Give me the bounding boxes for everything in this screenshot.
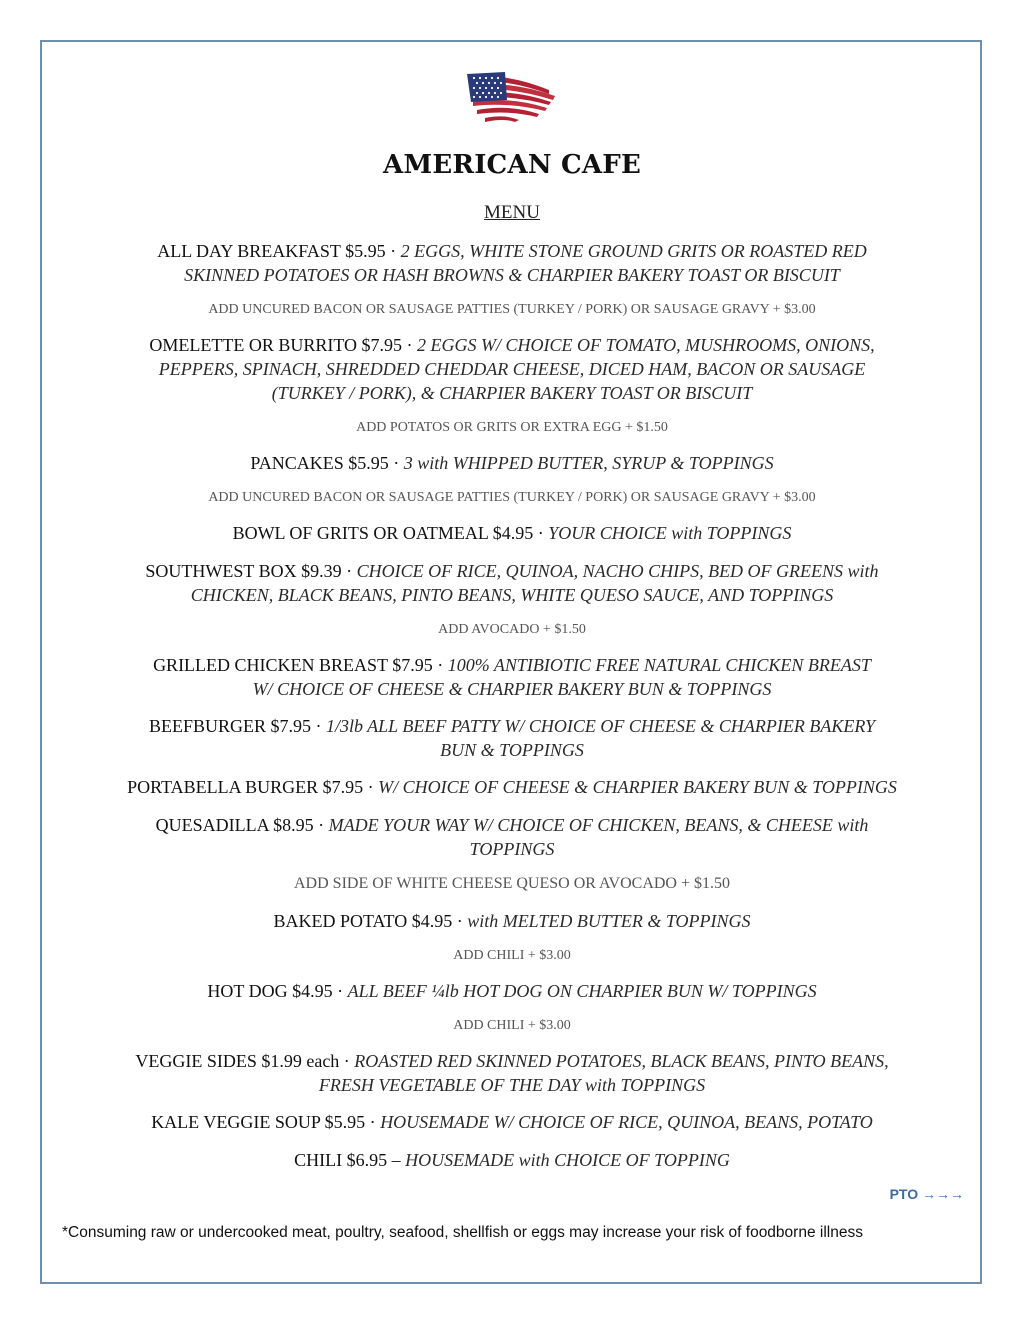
menu-item-southwest-box [50, 559, 974, 583]
item-description-cont: FRESH VEGETABLE OF THE DAY with TOPPINGS [318, 1075, 706, 1095]
item-name-price: CHILI $6.95 – [294, 1150, 406, 1170]
item-description: W/ CHOICE OF CHEESE & CHARPIER BAKERY BUN & TOPPINGS [378, 777, 897, 797]
item-name-price: BOWL OF GRITS OR OATMEAL $4.95 · [232, 523, 549, 543]
item-description-cont: SKINNED POTATOES OR HASH BROWNS & CHARPIER BAKERY TOAST OR BISCUIT [184, 265, 840, 285]
menu-item-all-day-breakfast [50, 239, 974, 263]
item-name-price: QUESADILLA $8.95 · [155, 815, 329, 835]
american-flag-icon [465, 70, 557, 126]
item-description-cont: (TURKEY / PORK), & CHARPIER BAKERY TOAST OR BISCUIT [271, 383, 753, 403]
item-name-price: KALE VEGGIE SOUP $5.95 · [151, 1112, 381, 1132]
menu-item-hot-dog [50, 979, 974, 1003]
item-description: CHOICE OF RICE, QUINOA, NACHO CHIPS, BED OF GREENS with [356, 561, 879, 581]
item-name-price: VEGGIE SIDES $1.99 each · [135, 1051, 355, 1071]
item-name-price: BEEFBURGER $7.95 · [148, 716, 326, 736]
item-description: ROASTED RED SKINNED POTATOES, BLACK BEANS, PINTO BEANS, [354, 1051, 889, 1071]
item-name-price: HOT DOG $4.95 · [207, 981, 348, 1001]
addon-omelette: ADD POTATOS OR GRITS OR EXTRA EGG + $1.50 [356, 420, 668, 435]
menu-item-quesadilla [50, 813, 974, 837]
menu-item-pancakes [50, 451, 974, 475]
addon-pancakes: ADD UNCURED BACON OR SAUSAGE PATTIES (TURKEY / PORK) OR SAUSAGE GRAVY + $3.00 [208, 490, 816, 505]
item-description: 100% ANTIBIOTIC FREE NATURAL CHICKEN BREAST [447, 655, 871, 675]
please-turn-over-label: PTO →→→ [889, 1186, 964, 1202]
item-description: MADE YOUR WAY W/ CHOICE OF CHICKEN, BEANS, & CHEESE with [328, 815, 869, 835]
item-name-price: SOUTHWEST BOX $9.39 · [145, 561, 357, 581]
menu-item-beefburger [50, 714, 974, 738]
menu-item-veggie-sides [50, 1049, 974, 1073]
menu-item-omelette-burrito [50, 333, 974, 357]
item-description: ALL BEEF ¼lb HOT DOG ON CHARPIER BUN W/ TOPPINGS [347, 981, 817, 1001]
menu-item-kale-veggie-soup [50, 1110, 974, 1134]
item-name-price: PANCAKES $5.95 · [250, 453, 404, 473]
menu-item-portabella-burger [50, 775, 974, 799]
item-description-cont: W/ CHOICE OF CHEESE & CHARPIER BAKERY BUN & TOPPINGS [252, 679, 772, 699]
item-description: 2 EGGS W/ CHOICE OF TOMATO, MUSHROOMS, ONIONS, [417, 335, 875, 355]
addon-hot-dog: ADD CHILI + $3.00 [453, 1018, 571, 1033]
item-description: 1/3lb ALL BEEF PATTY W/ CHOICE OF CHEESE & CHARPIER BAKERY [326, 716, 876, 736]
item-name-price: ALL DAY BREAKFAST $5.95 · [157, 241, 401, 261]
menu-heading: MENU [484, 202, 540, 223]
page-title: AMERICAN CAFE [383, 150, 641, 180]
item-name-price: BAKED POTATO $4.95 · [273, 911, 468, 931]
item-description-cont: PEPPERS, SPINACH, SHREDDED CHEDDAR CHEESE, DICED HAM, BACON OR SAUSAGE [158, 359, 866, 379]
addon-southwest: ADD AVOCADO + $1.50 [438, 622, 586, 637]
menu-item-baked-potato [50, 909, 974, 933]
item-name-price: OMELETTE OR BURRITO $7.95 · [149, 335, 417, 355]
menu-item-chili [50, 1148, 974, 1172]
addon-quesadilla: ADD SIDE OF WHITE CHEESE QUESO OR AVOCADO + $1.50 [294, 875, 730, 892]
item-description: 3 with WHIPPED BUTTER, SYRUP & TOPPINGS [403, 453, 774, 473]
foodborne-illness-disclaimer: *Consuming raw or undercooked meat, poultry, seafood, shellfish or eggs may increase your risk of foodborne illness [62, 1224, 863, 1241]
menu-item-grilled-chicken [50, 653, 974, 677]
addon-breakfast: ADD UNCURED BACON OR SAUSAGE PATTIES (TURKEY / PORK) OR SAUSAGE GRAVY + $3.00 [208, 302, 816, 317]
menu-item-grits-oatmeal [50, 521, 974, 545]
item-description: with MELTED BUTTER & TOPPINGS [467, 911, 751, 931]
item-description-cont: BUN & TOPPINGS [440, 740, 584, 760]
item-description: 2 EGGS, WHITE STONE GROUND GRITS OR ROASTED RED [400, 241, 867, 261]
item-description-cont: CHICKEN, BLACK BEANS, PINTO BEANS, WHITE QUESO SAUCE, AND TOPPINGS [190, 585, 834, 605]
item-description: HOUSEMADE with CHOICE OF TOPPING [405, 1150, 730, 1170]
item-description: HOUSEMADE W/ CHOICE OF RICE, QUINOA, BEANS, POTATO [380, 1112, 873, 1132]
item-description-cont: TOPPINGS [469, 839, 555, 859]
item-description: YOUR CHOICE with TOPPINGS [548, 523, 792, 543]
item-name-price: PORTABELLA BURGER $7.95 · [127, 777, 379, 797]
item-name-price: GRILLED CHICKEN BREAST $7.95 · [153, 655, 448, 675]
addon-baked-potato: ADD CHILI + $3.00 [453, 948, 571, 963]
